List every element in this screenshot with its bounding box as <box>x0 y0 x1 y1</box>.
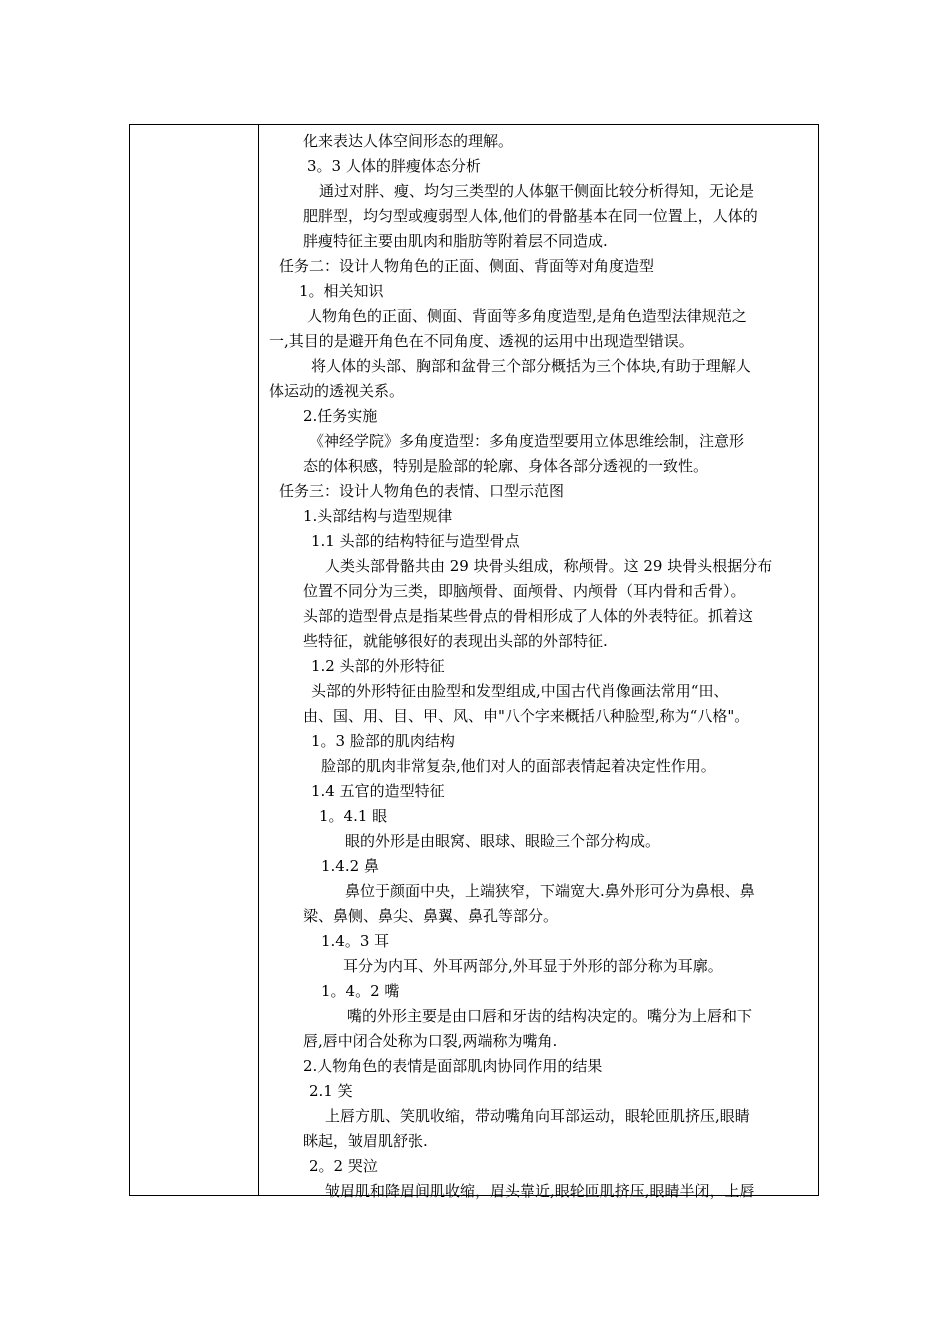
text-line: 2.1 笑 <box>309 1082 353 1100</box>
text-line: 1。4。2 嘴 <box>321 982 400 1000</box>
text-line: 1.1 头部的结构特征与造型骨点 <box>311 532 520 550</box>
text-line: 1。4.1 眼 <box>319 807 388 825</box>
text-line: 1。3 脸部的肌肉结构 <box>311 732 455 750</box>
text-line: 人物角色的正面、侧面、背面等多角度造型,是角色造型法律规范之 <box>307 307 747 325</box>
text-line: 由、国、用、目、甲、风、申"八个字来概括八种脸型,称为“八格"。 <box>303 707 750 725</box>
text-line: 任务三：设计人物角色的表情、口型示范图 <box>279 482 565 500</box>
text-line: 将人体的头部、胸部和盆骨三个部分概括为三个体块,有助于理解人 <box>311 357 751 375</box>
text-line: 态的体积感，特别是脸部的轮廓、身体各部分透视的一致性。 <box>303 457 709 475</box>
text-line: 鼻位于颜面中央，上端狭窄，下端宽大.鼻外形可分为鼻根、鼻 <box>345 882 755 900</box>
text-line: 1。相关知识 <box>299 282 384 300</box>
text-line: 1.4.2 鼻 <box>321 857 379 875</box>
text-line: 一,其目的是避开角色在不同角度、透视的运用中出现造型错误。 <box>269 332 694 350</box>
text-line: 1.4。3 耳 <box>321 932 390 950</box>
text-line: 2.任务实施 <box>303 407 378 425</box>
text-line: 肥胖型，均匀型或瘦弱型人体,他们的骨骼基本在同一位置上，人体的 <box>303 207 758 225</box>
text-line: 通过对胖、瘦、均匀三类型的人体躯干侧面比较分析得知，无论是 <box>319 182 755 200</box>
text-line: 3。3 人体的胖瘦体态分析 <box>307 157 481 175</box>
text-line: 上唇方肌、笑肌收缩，带动嘴角向耳部运动，眼轮匝肌挤压,眼睛 <box>325 1107 750 1125</box>
text-line: 些特征，就能够很好的表现出头部的外部特征. <box>303 632 608 650</box>
text-line: 1.头部结构与造型规律 <box>303 507 453 525</box>
text-line: 任务二：设计人物角色的正面、侧面、背面等对角度造型 <box>279 257 655 275</box>
text-line: 体运动的透视关系。 <box>269 382 405 400</box>
text-line: 化来表达人体空间形态的理解。 <box>303 132 514 150</box>
text-line: 皱眉肌和降眉间肌收缩，眉头靠近,眼轮匝肌挤压,眼睛半闭，上唇 <box>325 1182 755 1200</box>
text-line: 人类头部骨骼共由 29 块骨头组成，称颅骨。这 29 块骨头根据分布 <box>325 557 773 575</box>
text-line: 胖瘦特征主要由肌肉和脂肪等附着层不同造成. <box>303 232 608 250</box>
text-line: 头部的外形特征由脸型和发型组成,中国古代肖像画法常用“田、 <box>311 682 729 700</box>
content-table <box>129 124 819 1200</box>
text-line: 嘴的外形主要是由口唇和牙齿的结构决定的。嘴分为上唇和下 <box>347 1007 753 1025</box>
text-line: 《神经学院》多角度造型：多角度造型要用立体思维绘制，注意形 <box>309 432 745 450</box>
text-line: 眼的外形是由眼窝、眼球、眼睑三个部分构成。 <box>345 832 661 850</box>
text-line: 1.4 五官的造型特征 <box>311 782 445 800</box>
text-line: 耳分为内耳、外耳两部分,外耳显于外形的部分称为耳廓。 <box>343 957 723 975</box>
text-line: 眯起，皱眉肌舒张. <box>303 1132 428 1150</box>
text-line: 1.2 头部的外形特征 <box>311 657 445 675</box>
text-line: 梁、鼻侧、鼻尖、鼻翼、鼻孔等部分。 <box>303 907 559 925</box>
text-line: 唇,唇中闭合处称为口裂,两端称为嘴角. <box>303 1032 558 1050</box>
text-line: 2。2 哭泣 <box>309 1157 378 1175</box>
text-line: 头部的造型骨点是指某些骨点的骨相形成了人体的外表特征。抓着这 <box>303 607 754 625</box>
text-line: 位置不同分为三类，即脑颅骨、面颅骨、内颅骨（耳内骨和舌骨）。 <box>303 582 746 600</box>
table-body-cell <box>259 125 818 1200</box>
text-line: 2.人物角色的表情是面部肌肉协同作用的结果 <box>303 1057 603 1075</box>
table-left-cell <box>130 125 259 1195</box>
text-line: 脸部的肌肉非常复杂,他们对人的面部表情起着决定性作用。 <box>321 757 716 775</box>
